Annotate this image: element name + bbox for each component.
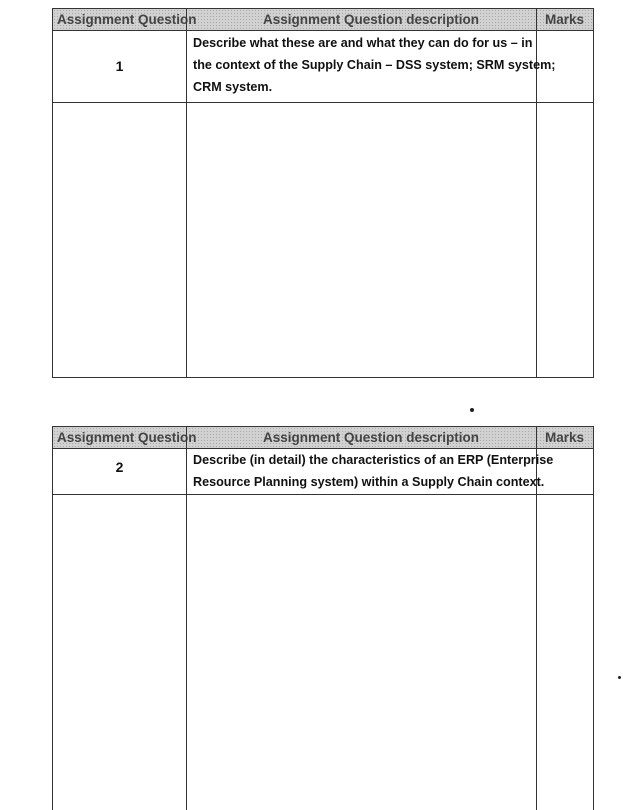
question-table-2 <box>52 426 594 810</box>
table-header <box>53 9 593 31</box>
header-marks: Marks <box>545 430 585 445</box>
column-divider <box>186 427 187 810</box>
row-divider <box>53 102 593 103</box>
header-assignment-question: Assignment Question <box>57 12 197 27</box>
scan-speck <box>470 408 474 412</box>
question-description <box>193 449 554 493</box>
table-header <box>53 427 593 449</box>
column-divider <box>186 9 187 377</box>
header-marks: Marks <box>545 12 585 27</box>
question-number: 2 <box>115 459 124 475</box>
scan-speck <box>618 676 621 679</box>
question-number: 1 <box>115 58 124 74</box>
question-table-1 <box>52 8 594 378</box>
description-line: CRM system. <box>193 80 273 94</box>
header-assignment-question: Assignment Question <box>57 430 197 445</box>
description-line: Describe what these are and what they can do for us – in <box>193 36 533 50</box>
description-line: Describe (in detail) the characteristics of an ERP (Enterprise <box>193 453 554 467</box>
question-description <box>193 32 556 98</box>
header-question-description: Assignment Question description <box>263 12 480 27</box>
description-line: Resource Planning system) within a Supply Chain context. <box>193 475 545 489</box>
row-divider <box>53 494 593 495</box>
description-line: the context of the Supply Chain – DSS system; SRM system; <box>193 58 556 72</box>
header-question-description: Assignment Question description <box>263 430 480 445</box>
